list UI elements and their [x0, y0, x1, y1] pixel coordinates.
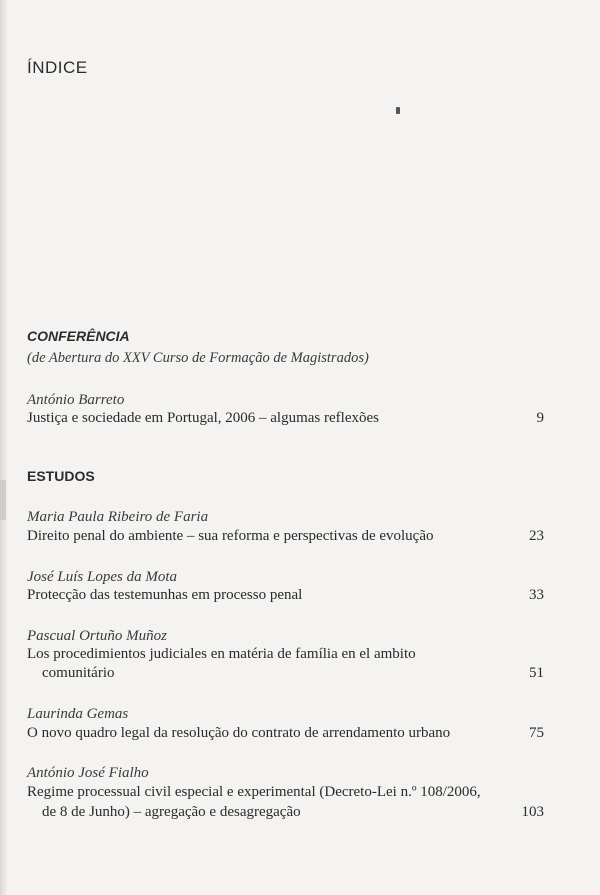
- entry-title: O novo quadro legal da resolução do contrato de arrendamento urbano: [27, 725, 451, 741]
- page-edge-shadow: [0, 0, 8, 895]
- entry-page-number: 33: [529, 587, 544, 603]
- entry-title: Justiça e sociedade em Portugal, 2006 – algumas reflexões: [27, 410, 379, 426]
- entry-page-number: 51: [529, 665, 544, 681]
- entry-title: Regime processual civil especial e experimental (Decreto-Lei n.º 108/2006,: [27, 784, 481, 800]
- entry-page-number: 75: [529, 725, 544, 741]
- section-title-estudos: ESTUDOS: [27, 468, 95, 484]
- entry-title-continuation: comunitário: [42, 665, 115, 681]
- entry-author: Pascual Ortuño Muñoz: [27, 628, 167, 644]
- entry-page-number: 9: [536, 410, 544, 426]
- entry-title: Los procedimientos judiciales en matéria de família en el ambito: [27, 646, 416, 662]
- page-edge-mark: [0, 480, 6, 520]
- entry-title-continuation: de 8 de Junho) – agregação e desagregação: [42, 804, 301, 820]
- entry-author: Maria Paula Ribeiro de Faria: [27, 509, 209, 525]
- page-title: ÍNDICE: [27, 58, 88, 77]
- entry-author: José Luís Lopes da Mota: [27, 569, 177, 585]
- entry-title: Protecção das testemunhas em processo penal: [27, 587, 303, 603]
- entry-page-number: 103: [521, 804, 544, 820]
- entry-page-number: 23: [529, 528, 544, 544]
- section-subtitle: (de Abertura do XXV Curso de Formação de Magistrados): [27, 350, 369, 366]
- entry-author: António José Fialho: [27, 765, 149, 781]
- entry-title: Direito penal do ambiente – sua reforma e perspectivas de evolução: [27, 528, 434, 544]
- scan-speck: [396, 107, 400, 114]
- entry-author: Laurinda Gemas: [27, 706, 129, 722]
- entry-author: António Barreto: [27, 392, 125, 408]
- section-title-conferencia: CONFERÊNCIA: [27, 328, 130, 344]
